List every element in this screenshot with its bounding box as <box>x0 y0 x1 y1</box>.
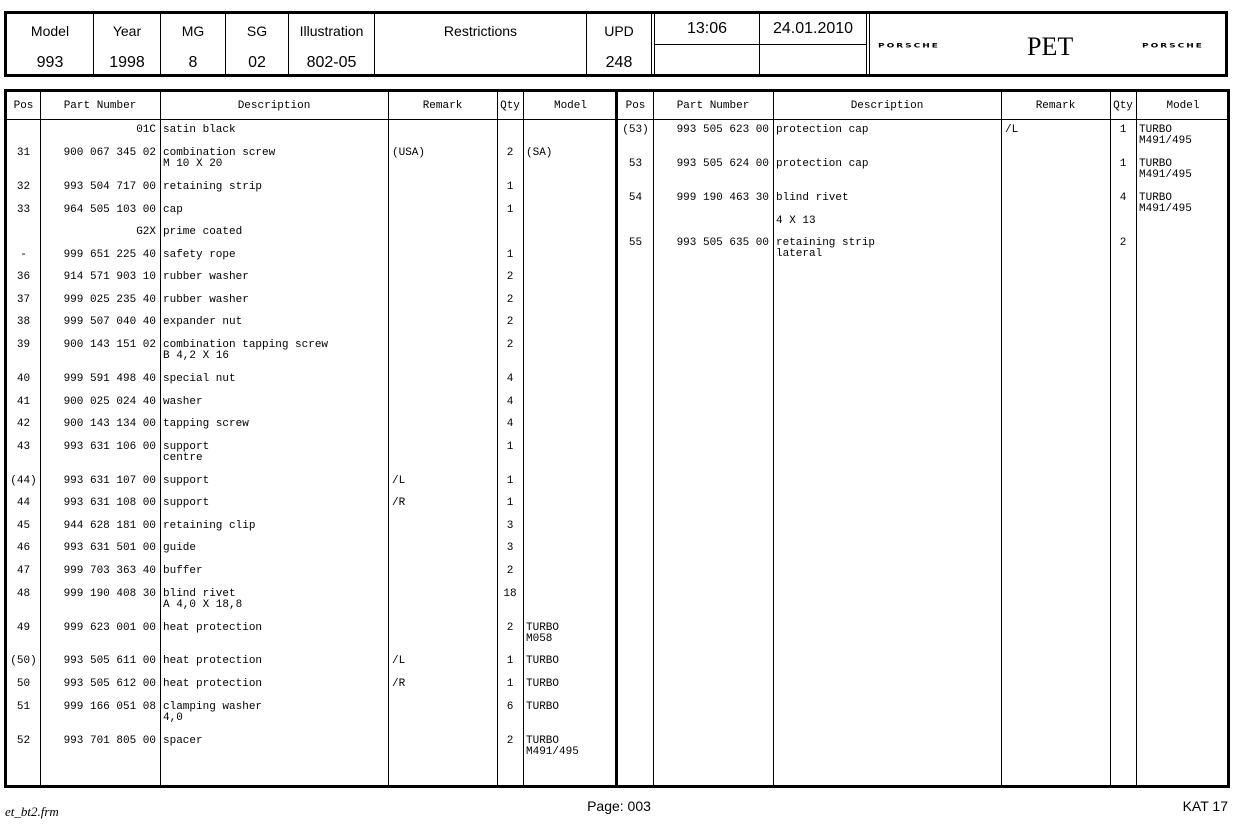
table-row <box>7 736 615 766</box>
row-qty: 2 <box>506 339 514 351</box>
row-pos: 37 <box>16 294 31 306</box>
row-part-number: 999 591 498 40 <box>63 373 156 385</box>
row-part-number: 993 631 107 00 <box>63 475 156 487</box>
row-description: protection cap <box>776 124 869 136</box>
row-description: satin black <box>163 124 236 136</box>
row-description: protection cap <box>776 158 869 170</box>
row-pos: 39 <box>16 339 31 351</box>
table-row <box>7 340 615 370</box>
row-description: support <box>163 475 210 487</box>
row-part-number: 993 631 501 00 <box>63 542 156 554</box>
row-description: buffer <box>163 565 203 577</box>
row-description: rubber washer <box>163 271 249 283</box>
row-pos: 41 <box>16 396 31 408</box>
row-model: TURBO <box>526 701 560 713</box>
row-qty: 3 <box>506 542 514 554</box>
row-pos: 42 <box>16 418 31 430</box>
row-part-number: 993 505 612 00 <box>63 678 156 690</box>
parts-table-left <box>4 89 618 788</box>
row-description: heat protection <box>163 622 263 634</box>
upd-cell <box>587 14 655 74</box>
row-qty: 1 <box>506 655 514 667</box>
row-part-number: 964 505 103 00 <box>63 204 156 216</box>
row-description: prime coated <box>163 226 243 238</box>
row-qty: 4 <box>1119 192 1127 204</box>
row-description: heat protection <box>163 655 263 667</box>
row-pos: 55 <box>628 237 643 249</box>
row-description: expander nut <box>163 316 243 328</box>
row-pos: 48 <box>16 588 31 600</box>
row-part-number: 999 025 235 40 <box>63 294 156 306</box>
col-header-model: Model <box>1166 100 1200 112</box>
row-part-number: 993 701 805 00 <box>63 735 156 747</box>
row-pos: 31 <box>16 147 31 159</box>
col-header-qty: Qty <box>500 100 520 112</box>
row-pos: 36 <box>16 271 31 283</box>
row-remark: (USA) <box>392 147 426 159</box>
row-pos: 40 <box>16 373 31 385</box>
row-qty: 1 <box>506 181 514 193</box>
row-part-number: 999 623 001 00 <box>63 622 156 634</box>
porsche-logo-right: PORSCHE <box>1142 42 1204 50</box>
row-qty: 18 <box>503 588 517 600</box>
row-remark: /L <box>1005 124 1019 136</box>
row-pos: (53) <box>622 124 649 136</box>
porsche-logo-left: PORSCHE <box>878 42 940 50</box>
mg-cell <box>161 14 226 74</box>
table-row <box>618 238 1227 268</box>
col-header-part-number: Part Number <box>676 100 750 112</box>
row-description: retaining clip <box>163 520 256 532</box>
row-description: tapping screw <box>163 418 249 430</box>
col-header-part-number: Part Number <box>63 100 137 112</box>
row-pos: 54 <box>628 192 643 204</box>
row-part-number: 900 143 151 02 <box>63 339 156 351</box>
row-part-number: 993 505 624 00 <box>676 158 769 170</box>
row-qty: 4 <box>506 396 514 408</box>
row-part-number: 900 025 024 40 <box>63 396 156 408</box>
row-qty: 2 <box>506 294 514 306</box>
row-description: retaining strip lateral <box>776 237 876 260</box>
row-pos: 45 <box>16 520 31 532</box>
row-part-number: 993 505 635 00 <box>676 237 769 249</box>
row-qty: 1 <box>1119 124 1127 136</box>
row-description: rubber washer <box>163 294 249 306</box>
row-model: TURBO M491/495 <box>526 735 579 758</box>
row-description: washer <box>163 396 203 408</box>
table-row <box>7 442 615 472</box>
table-row <box>7 589 615 619</box>
col-header-description: Description <box>850 100 924 112</box>
row-description: clamping washer 4,0 <box>163 701 263 724</box>
row-description: cap <box>163 204 183 216</box>
row-part-number: 993 504 717 00 <box>63 181 156 193</box>
row-part-number: 999 190 408 30 <box>63 588 156 600</box>
row-pos: 47 <box>16 565 31 577</box>
row-qty: 2 <box>506 147 514 159</box>
row-qty: 1 <box>506 678 514 690</box>
year-label: Year <box>112 23 142 39</box>
row-remark: /R <box>392 678 406 690</box>
table-row <box>618 125 1227 155</box>
upd-value: 248 <box>605 54 633 71</box>
col-header-model: Model <box>553 100 587 112</box>
row-part-number: 999 190 463 30 <box>676 192 769 204</box>
col-header-remark: Remark <box>1035 100 1076 112</box>
row-part-number: G2X <box>136 226 156 238</box>
col-header-remark: Remark <box>422 100 463 112</box>
row-description: spacer <box>163 735 203 747</box>
row-part-number: 993 505 611 00 <box>63 655 156 667</box>
illustration-cell <box>289 14 375 74</box>
row-part-number: 993 505 623 00 <box>676 124 769 136</box>
time-cell <box>655 14 760 74</box>
restrictions-cell <box>375 14 587 74</box>
row-remark: /R <box>392 497 406 509</box>
row-qty: 2 <box>506 735 514 747</box>
header-bar <box>4 11 1228 77</box>
illustration-label: Illustration <box>299 23 364 39</box>
mg-value: 8 <box>188 54 198 71</box>
time-value: 13:06 <box>686 20 728 37</box>
catalog-id: KAT 17 <box>1182 798 1228 814</box>
row-description: combination screw M 10 X 20 <box>163 147 276 170</box>
date-cell <box>760 14 870 74</box>
row-remark: /L <box>392 475 406 487</box>
table-row <box>7 623 615 653</box>
row-description: special nut <box>163 373 236 385</box>
row-pos: 46 <box>16 542 31 554</box>
row-qty: 4 <box>506 373 514 385</box>
model-label: Model <box>30 23 70 39</box>
row-part-number: 993 631 108 00 <box>63 497 156 509</box>
row-qty: 4 <box>506 418 514 430</box>
col-header-pos: Pos <box>625 100 646 112</box>
row-qty: 6 <box>506 701 514 713</box>
row-part-number: 993 631 106 00 <box>63 441 156 453</box>
row-qty: 1 <box>506 441 514 453</box>
row-part-number: 900 143 134 00 <box>63 418 156 430</box>
row-pos: - <box>20 249 27 261</box>
row-description: heat protection <box>163 678 263 690</box>
model-cell <box>7 14 94 74</box>
row-part-number: 944 628 181 00 <box>63 520 156 532</box>
table-row <box>7 148 615 178</box>
row-part-number: 914 571 903 10 <box>63 271 156 283</box>
illustration-value: 802-05 <box>306 54 357 71</box>
parts-table-right <box>615 89 1230 788</box>
row-model: TURBO M491/495 <box>1139 124 1192 147</box>
restrictions-label: Restrictions <box>443 23 518 39</box>
pet-title: PET <box>1027 32 1074 61</box>
row-model: TURBO M058 <box>526 622 560 645</box>
page-number: Page: 003 <box>587 798 651 814</box>
row-pos: (44) <box>10 475 37 487</box>
col-header-qty: Qty <box>1113 100 1133 112</box>
row-description: support centre <box>163 441 210 464</box>
row-model: TURBO M491/495 <box>1139 192 1192 215</box>
row-description: safety rope <box>163 249 236 261</box>
upd-label: UPD <box>604 23 634 39</box>
row-part-number: 999 507 040 40 <box>63 316 156 328</box>
row-description: support <box>163 497 210 509</box>
table-row <box>7 702 615 732</box>
row-pos: 44 <box>16 497 31 509</box>
row-part-number: 999 703 363 40 <box>63 565 156 577</box>
row-model: (SA) <box>526 147 553 159</box>
row-part-number: 01C <box>136 124 156 136</box>
table-row <box>618 159 1227 189</box>
sg-value: 02 <box>248 54 266 71</box>
row-part-number: 999 651 225 40 <box>63 249 156 261</box>
row-description: blind rivet <box>776 192 849 204</box>
row-model: TURBO <box>526 655 560 667</box>
row-remark: /L <box>392 655 406 667</box>
row-description: blind rivet A 4,0 X 18,8 <box>163 588 243 611</box>
header-divider <box>618 119 1227 120</box>
row-qty: 1 <box>506 249 514 261</box>
row-model: TURBO M491/495 <box>1139 158 1192 181</box>
sg-cell <box>226 14 289 74</box>
row-pos: 52 <box>16 735 31 747</box>
year-value: 1998 <box>109 54 145 71</box>
row-qty: 1 <box>506 204 514 216</box>
row-pos: (50) <box>10 655 37 667</box>
row-pos: 51 <box>16 701 31 713</box>
row-pos: 33 <box>16 204 31 216</box>
row-pos: 49 <box>16 622 31 634</box>
row-part-number: 900 067 345 02 <box>63 147 156 159</box>
col-header-pos: Pos <box>13 100 34 112</box>
row-pos: 53 <box>628 158 643 170</box>
row-pos: 38 <box>16 316 31 328</box>
model-value: 993 <box>36 54 64 71</box>
row-qty: 1 <box>506 475 514 487</box>
row-pos: 50 <box>16 678 31 690</box>
row-qty: 2 <box>1119 237 1127 249</box>
year-cell <box>94 14 161 74</box>
row-qty: 1 <box>1119 158 1127 170</box>
row-description: guide <box>163 542 197 554</box>
row-description: 4 X 13 <box>776 215 816 227</box>
row-description: combination tapping screw B 4,2 X 16 <box>163 339 329 362</box>
date-value: 24.01.2010 <box>772 20 854 37</box>
row-qty: 3 <box>506 520 514 532</box>
row-qty: 2 <box>506 316 514 328</box>
col-header-description: Description <box>237 100 311 112</box>
row-qty: 2 <box>506 271 514 283</box>
row-part-number: 999 166 051 08 <box>63 701 156 713</box>
row-pos: 43 <box>16 441 31 453</box>
row-qty: 1 <box>506 497 514 509</box>
row-model: TURBO <box>526 678 560 690</box>
mg-label: MG <box>181 23 205 39</box>
row-qty: 2 <box>506 622 514 634</box>
row-pos: 32 <box>16 181 31 193</box>
row-description: retaining strip <box>163 181 263 193</box>
sg-label: SG <box>246 23 268 39</box>
row-qty: 2 <box>506 565 514 577</box>
form-name: et_bt2.frm <box>5 804 59 819</box>
header-divider <box>7 119 615 120</box>
